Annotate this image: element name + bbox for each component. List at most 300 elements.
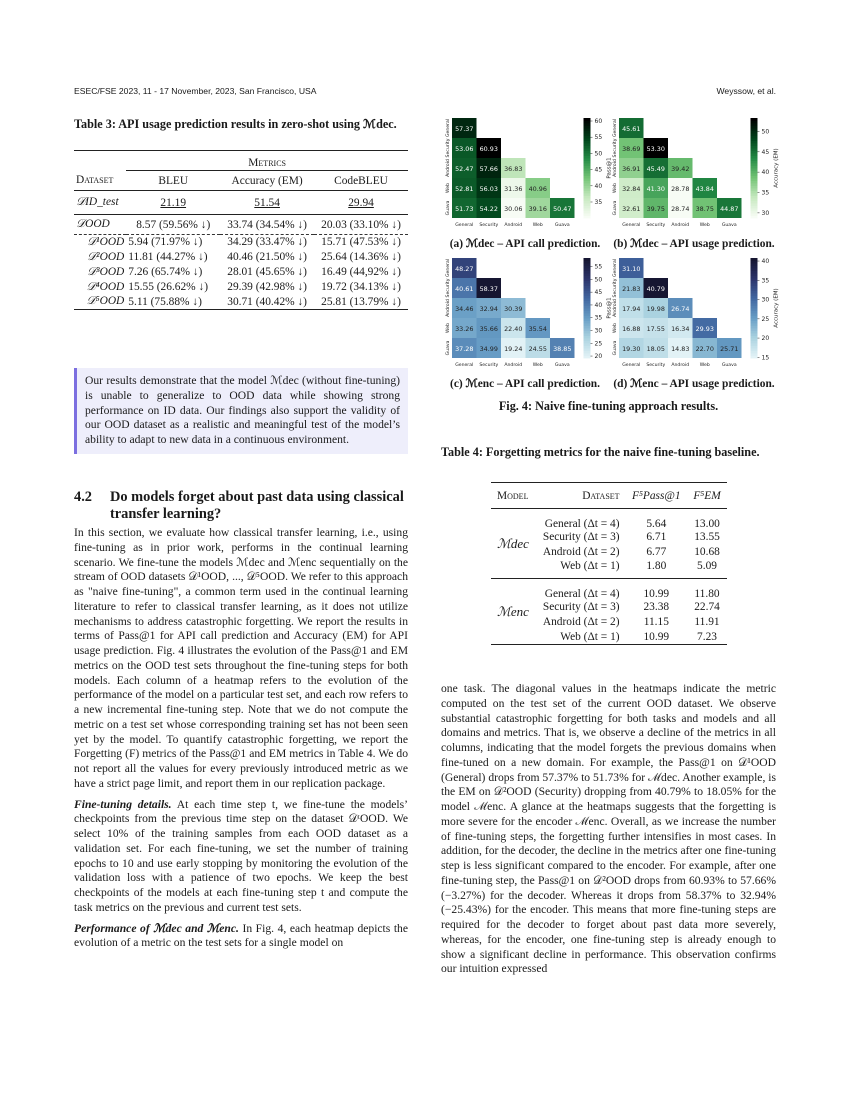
colorbar-segment	[584, 333, 591, 336]
right-column-text: one task. The diagonal values in the heatmaps indicate the metric computed on the test set of the current OOD dataset. We observe substantial catastrophic forgetting for both tasks and models and all domains and metrics. That is, we observe a decline of the metrics in all columns, indicating that the model forgets the previous domains when fine-tuned on a new domain. For example, the Pass@1 on 𝒟¹OOD (General) drops from 57.37% to 51.73% for ℳdec. Another example, is the EM on 𝒟²OOD (Security) dropping from 40.79% to 18.05% for the model ℳenc. A glance at the heatmaps suggests that the forgetting is more severe for the encoder ℳenc. Overall, as we increase the number of fine-tuning steps, the forgetting further intensifies in most cases. In addition, for the decoder, the decline in the metrics after one fine-tuning step is less significant compared to the encoder. For example, after one fine-tuning step, the Pass@1 on 𝒟²OOD drops from 60.93% to 57.66% (−3.27%) for the decoder. Whereas it drops from 58.37% to 32.94% (−25.43%) for the encoder. This means that more fine-tuning steps are required for the decoder to forget about past data more severely, whereas, for the encoder, one fine-tuning step is already enough to show a significant decline in performance. This observation confirms our intuition expressed	[441, 682, 776, 976]
heatmap-value: 19.24	[504, 345, 523, 353]
table3-col-accuracy: Accuracy (EM)	[231, 174, 303, 187]
colorbar-tick-label: 45	[594, 289, 603, 297]
heatmap-x-label: General	[455, 363, 474, 368]
colorbar-segment	[584, 148, 591, 151]
colorbar-tick-label: 50	[594, 276, 603, 284]
colorbar-segment	[584, 336, 591, 339]
heatmap-value: 21.83	[622, 285, 641, 293]
section-title: Do models forget about past data using classical transfer learning?	[110, 489, 404, 522]
colorbar-segment	[751, 211, 758, 214]
table4-cell: 1.80	[646, 559, 667, 572]
heatmap-x-label: General	[622, 363, 641, 368]
table4-cell: 11.80	[694, 587, 720, 600]
heatmap-x-label: General	[455, 223, 474, 228]
table4-cell: 10.99	[643, 587, 670, 600]
heatmap-value: 28.78	[671, 185, 690, 193]
heatmap-y-label: Android	[613, 159, 618, 177]
subcaption-b: (b) ℳdec – API usage prediction.	[613, 238, 775, 250]
heatmap-y-label: Security	[446, 278, 451, 298]
colorbar-segment	[584, 323, 591, 326]
colorbar-segment	[751, 266, 758, 269]
paragraph	[74, 798, 408, 916]
colorbar-segment	[584, 178, 591, 181]
colorbar-segment	[751, 338, 758, 341]
table3-cell: 𝒟³OOD	[87, 265, 125, 278]
colorbar-segment	[751, 328, 758, 331]
colorbar-segment	[751, 176, 758, 179]
colorbar-segment	[751, 128, 758, 131]
colorbar-tick-label: 60	[594, 118, 603, 126]
colorbar-segment	[751, 193, 758, 196]
heatmap-x-label: Web	[532, 363, 543, 368]
heatmap-value: 34.99	[479, 345, 498, 353]
colorbar-segment	[751, 261, 758, 264]
table4-row	[491, 509, 727, 530]
colorbar-segment	[751, 131, 758, 134]
table4-cell: Web (Δt = 1)	[560, 559, 620, 572]
table4-cell: 22.74	[694, 601, 720, 613]
colorbar-segment	[584, 281, 591, 284]
heatmap-value: 25.71	[720, 345, 739, 353]
colorbar-segment	[751, 146, 758, 149]
paragraph-body: At each time step t, we fine-tune the models’ checkpoints from the previous time step on the dataset 𝒟ᵗOOD. We select 10% of the training samples from each OOD dataset as a validation set. For each fine-tuning, we set the number of training epochs to 10 and use early stopping by monitoring the evolution of the validation loss with a patience of two epochs. We keep the best checkpoints of the models at each fine-tuning step t and compute the task metrics on the previous and current test sets.	[74, 797, 408, 914]
heatmap-value: 14.83	[671, 345, 690, 353]
colorbar-segment	[751, 343, 758, 346]
subcaption-d: (d) ℳenc – API usage prediction.	[613, 378, 775, 390]
heatmap-value: 48.27	[455, 265, 474, 273]
table4-col-dataset: Dataset	[582, 489, 620, 502]
colorbar-tick-label: 50	[594, 150, 603, 158]
colorbar-tick-label: 15	[761, 354, 770, 362]
colorbar-segment	[584, 338, 591, 341]
table4-cell: 13.55	[694, 531, 720, 543]
heatmap-x-label: Android	[671, 223, 690, 228]
colorbar-tick-label: 20	[761, 335, 770, 343]
colorbar-segment	[751, 308, 758, 311]
table3-cell: 21.19	[160, 196, 187, 209]
table4-cell: Security (Δt = 3)	[542, 601, 620, 613]
colorbar-segment	[751, 333, 758, 336]
colorbar-segment	[584, 158, 591, 161]
table4-cell: 7.23	[697, 630, 717, 643]
heatmap-value: 40.61	[455, 285, 474, 293]
heatmap-y-label: Android	[446, 299, 451, 317]
colorbar-segment	[751, 153, 758, 156]
heatmap-value: 30.06	[504, 205, 523, 213]
table3-caption: Table 3: API usage prediction results in zero-shot using ℳdec.	[74, 117, 397, 131]
heatmap-y-label: Security	[613, 278, 618, 298]
heatmap-y-label: General	[446, 118, 451, 138]
heatmap-value: 52.47	[455, 165, 474, 173]
heatmap-y-label: General	[446, 258, 451, 278]
heatmap-x-label: Web	[699, 223, 710, 228]
colorbar-tick-label: 35	[594, 198, 603, 206]
figure-4-heatmaps	[430, 108, 790, 398]
colorbar-tick-label: 30	[761, 296, 770, 304]
heatmap-value: 32.61	[622, 205, 641, 213]
colorbar-segment	[584, 306, 591, 309]
colorbar-segment	[584, 286, 591, 289]
colorbar-segment	[584, 153, 591, 156]
table4-cell: 10.68	[694, 546, 720, 558]
colorbar-segment	[751, 298, 758, 301]
colorbar-tick-label: 40	[594, 301, 603, 309]
colorbar-segment	[584, 278, 591, 281]
colorbar-segment	[751, 288, 758, 291]
table3-row	[74, 235, 408, 250]
colorbar-segment	[751, 296, 758, 299]
table3-cell: 15.71 (47.53% ↓)	[321, 236, 401, 249]
colorbar-segment	[751, 136, 758, 139]
colorbar-segment	[584, 171, 591, 174]
colorbar-segment	[751, 336, 758, 339]
subcaption-c: (c) ℳenc – API call prediction.	[450, 378, 600, 390]
colorbar-segment	[584, 203, 591, 206]
colorbar-segment	[584, 353, 591, 356]
colorbar-segment	[751, 268, 758, 271]
colorbar-segment	[584, 266, 591, 269]
colorbar-label: Pass@1	[606, 297, 613, 319]
colorbar-segment	[751, 138, 758, 141]
colorbar-segment	[584, 258, 591, 261]
colorbar-segment	[584, 291, 591, 294]
colorbar-segment	[584, 273, 591, 276]
colorbar-segment	[584, 161, 591, 164]
subcaption-a: (a) ℳdec – API call prediction.	[449, 238, 601, 250]
colorbar-segment	[751, 311, 758, 314]
colorbar-segment	[751, 206, 758, 209]
table3-cell: 20.03 (33.10% ↓)	[321, 218, 401, 231]
heatmap-y-label: Web	[446, 322, 451, 334]
table3-cell: 51.54	[254, 196, 280, 209]
colorbar-tick-label: 25	[594, 340, 603, 348]
colorbar-segment	[751, 286, 758, 289]
colorbar-segment	[584, 188, 591, 191]
colorbar-segment	[584, 271, 591, 274]
table3-cell: 16.49 (44,92% ↓)	[321, 266, 401, 278]
colorbar-segment	[584, 298, 591, 301]
colorbar-segment	[584, 123, 591, 126]
colorbar-segment	[584, 321, 591, 324]
table3-cell: 30.71 (40.42% ↓)	[227, 295, 307, 308]
colorbar-segment	[584, 121, 591, 124]
colorbar-segment	[584, 313, 591, 316]
table3-cell: 19.72 (34.13% ↓)	[321, 281, 401, 293]
colorbar-segment	[584, 213, 591, 216]
heatmap-y-label: Guava	[613, 340, 618, 356]
table3-cell: 29.94	[348, 196, 374, 209]
colorbar-segment	[751, 258, 758, 261]
colorbar-segment	[584, 356, 591, 359]
colorbar-segment	[584, 211, 591, 214]
heatmap-value: 54.22	[479, 205, 498, 213]
colorbar-segment	[584, 163, 591, 166]
heatmap-value: 33.26	[455, 325, 474, 333]
table4-cell: 6.77	[646, 546, 667, 558]
table3-row	[74, 250, 408, 265]
colorbar-segment	[584, 331, 591, 334]
heatmap-value: 36.83	[504, 165, 523, 173]
heatmap-value: 57.66	[479, 165, 498, 173]
colorbar-segment	[751, 213, 758, 216]
heatmap-value: 30.39	[504, 305, 523, 313]
colorbar-segment	[584, 303, 591, 306]
colorbar-segment	[751, 148, 758, 151]
heatmap-value: 24.55	[528, 345, 547, 353]
paragraph-body: In Fig. 4, each heatmap depicts the evolution of a metric on the test sets for a single model on	[74, 921, 409, 950]
heatmap-x-label: Android	[504, 223, 523, 228]
table3-cell: 28.01 (45.65% ↓)	[227, 266, 307, 278]
table4-cell: 13.00	[694, 517, 720, 530]
colorbar-segment	[584, 146, 591, 149]
colorbar-segment	[584, 198, 591, 201]
colorbar-tick-label: 40	[761, 258, 770, 266]
heatmap-value: 19.98	[646, 305, 665, 313]
colorbar-segment	[584, 263, 591, 266]
colorbar-segment	[751, 331, 758, 334]
table4-cell: 11.91	[694, 616, 720, 628]
colorbar-segment	[751, 203, 758, 206]
table4-cell: 23.38	[643, 601, 670, 613]
table4-cell: 10.99	[643, 630, 670, 643]
heatmap-value: 26.74	[671, 305, 690, 313]
table3-col-codebleu: CodeBLEU	[334, 174, 388, 187]
heatmap-value: 53.06	[455, 145, 474, 153]
colorbar-segment	[584, 186, 591, 189]
colorbar-segment	[584, 283, 591, 286]
heatmap-x-label: Security	[479, 363, 499, 368]
heatmap-x-label: Web	[532, 223, 543, 228]
colorbar-segment	[751, 271, 758, 274]
heatmap-value: 39.16	[528, 205, 547, 213]
heatmap-value: 37.28	[455, 345, 474, 353]
paragraph-lead: Performance of ℳdec and ℳenc.	[74, 921, 239, 935]
heatmap-value: 29.93	[695, 325, 714, 333]
table3-cell: 40.46 (21.50% ↓)	[227, 251, 307, 263]
colorbar-segment	[584, 348, 591, 351]
colorbar-segment	[584, 128, 591, 131]
table3-cell: 𝒟ID_test	[76, 196, 119, 208]
table3-col-dataset: Dataset	[76, 174, 114, 187]
table4-cell: 5.64	[646, 517, 667, 530]
colorbar-segment	[584, 208, 591, 211]
table3-col-bleu: BLEU	[158, 174, 189, 187]
table4-col-fpass: F⁵Pass@1	[631, 489, 681, 502]
colorbar-tick-label: 30	[594, 327, 603, 335]
table3-cell: 5.11 (75.88% ↓)	[128, 295, 202, 308]
colorbar-tick-label: 35	[761, 277, 770, 285]
colorbar-segment	[584, 201, 591, 204]
colorbar-segment	[751, 353, 758, 356]
table3-cell: 𝒟⁵OOD	[86, 295, 125, 308]
table4-cell: General (Δt = 4)	[544, 517, 620, 530]
colorbar-segment	[584, 351, 591, 354]
colorbar-segment	[584, 136, 591, 139]
colorbar-tick-label: 50	[761, 128, 770, 136]
colorbar-label: Accuracy (EM)	[773, 148, 780, 188]
table4-caption: Table 4: Forgetting metrics for the naive fine-tuning baseline.	[441, 445, 760, 459]
colorbar-segment	[584, 156, 591, 159]
section-heading	[74, 489, 408, 523]
table3-cell: 25.81 (13.79% ↓)	[321, 295, 401, 308]
colorbar-segment	[751, 168, 758, 171]
colorbar-segment	[751, 143, 758, 146]
colorbar-segment	[584, 308, 591, 311]
table3-row-id	[74, 191, 408, 215]
heatmap-value: 45.49	[646, 165, 665, 173]
table4-col-model: Model	[497, 489, 529, 502]
colorbar-segment	[751, 216, 758, 219]
colorbar-segment	[584, 151, 591, 154]
colorbar-segment	[751, 318, 758, 321]
colorbar-segment	[584, 293, 591, 296]
heatmap-y-label: Web	[446, 182, 451, 194]
heatmap-value: 17.94	[622, 305, 641, 313]
colorbar-segment	[584, 126, 591, 129]
running-header-right: Weyssow, et al.	[716, 86, 776, 96]
table4-model: ℳenc	[497, 603, 529, 619]
heatmap-x-label: Security	[646, 223, 666, 228]
heatmap-x-label: General	[622, 223, 641, 228]
colorbar-segment	[584, 216, 591, 219]
heatmap-y-label: Security	[613, 138, 618, 158]
heatmap-x-label: Guava	[721, 363, 737, 368]
table3-row	[74, 295, 408, 310]
table3-group-header: Metrics	[126, 151, 408, 171]
colorbar-segment	[751, 191, 758, 194]
table3-cell: 33.74 (34.54% ↓)	[227, 218, 307, 231]
colorbar-segment	[751, 198, 758, 201]
colorbar-segment	[751, 356, 758, 359]
colorbar-segment	[751, 183, 758, 186]
colorbar-segment	[751, 321, 758, 324]
heatmap-y-label: Security	[446, 138, 451, 158]
heatmap-value: 57.37	[455, 125, 474, 133]
heatmap-value: 44.87	[720, 205, 739, 213]
heatmap-x-label: Security	[646, 363, 666, 368]
table4-cell: Android (Δt = 2)	[542, 616, 620, 628]
heatmap-value: 16.34	[671, 325, 690, 333]
colorbar-tick-label: 20	[594, 353, 603, 361]
colorbar-segment	[751, 316, 758, 319]
colorbar-segment	[751, 166, 758, 169]
heatmap-value: 31.36	[504, 185, 523, 193]
table3-row	[74, 265, 408, 280]
heatmap-value: 41.30	[646, 185, 665, 193]
figure-4-caption: Fig. 4: Naive fine-tuning approach results.	[498, 399, 719, 413]
colorbar-segment	[751, 276, 758, 279]
heatmap-value: 31.10	[622, 265, 641, 273]
heatmap-value: 45.61	[622, 125, 641, 133]
heatmap-value: 39.75	[646, 205, 665, 213]
table4	[491, 482, 727, 645]
table4-cell: General (Δt = 4)	[544, 587, 620, 600]
table3-cell: 29.39 (42.98% ↓)	[227, 281, 307, 293]
colorbar-segment	[584, 318, 591, 321]
colorbar-segment	[751, 283, 758, 286]
heatmap-y-label: General	[613, 258, 618, 278]
colorbar-segment	[751, 188, 758, 191]
colorbar-segment	[751, 181, 758, 184]
colorbar-segment	[751, 348, 758, 351]
heatmap-x-label: Guava	[554, 223, 570, 228]
colorbar-segment	[584, 206, 591, 209]
colorbar-segment	[751, 341, 758, 344]
table3-cell: 5.94 (71.97% ↓)	[128, 236, 203, 249]
colorbar-tick-label: 45	[594, 166, 603, 174]
colorbar-tick-label: 30	[761, 209, 770, 217]
table3-cell: 𝒟²OOD	[87, 250, 125, 263]
colorbar-tick-label: 40	[761, 169, 770, 177]
section-number: 4.2	[74, 489, 92, 505]
colorbar-segment	[751, 301, 758, 304]
heatmap-x-label: Guava	[721, 223, 737, 228]
colorbar-segment	[751, 303, 758, 306]
colorbar-segment	[751, 326, 758, 329]
colorbar-segment	[584, 301, 591, 304]
heatmap-value: 35.66	[479, 325, 498, 333]
colorbar-segment	[584, 191, 591, 194]
colorbar-segment	[751, 293, 758, 296]
colorbar-segment	[751, 141, 758, 144]
colorbar-segment	[584, 196, 591, 199]
table3-cell: 𝒟¹OOD	[87, 235, 125, 248]
table3-cell: 34.29 (33.47% ↓)	[227, 236, 307, 249]
table3-cell: 𝒟⁴OOD	[86, 280, 125, 293]
colorbar-segment	[751, 163, 758, 166]
colorbar-segment	[751, 273, 758, 276]
paragraph: In this section, we evaluate how classical transfer learning, i.e., using fine-tuning as in prior work, performs in the continual learning scenario. We fine-tune the models ℳdec and ℳenc sequentially on the stream of OOD datasets 𝒟¹OOD, ..., 𝒟⁵OOD. We refer to this approach as "naive fine-tuning", a common term used in the continual learning literature to refer to classical transfer learning, as it does not utilize mechanisms to address catastrophic forgetting. We report the results in terms of Pass@1 for API call prediction and Accuracy (EM) for API usage prediction. Fig. 4 illustrates the evolution of the Pass@1 and EM metrics on the OOD test sets throughout the fine-tuning steps for both models. Each column of a heatmap refers to the evolution of the performance of the model on a particular test set, and each row refers to a new incremental fine-tuning step. Note that we do not compute the metric on a test set whose corresponding training set has not been seen yet by the model. To quantify catastrophic forgetting, we report the Forgetting (F) metrics of the Pass@1 and EM metrics in Table 4. We do not report all the values for every previously introduced metric as we have a strict page limit, and report them in our replication package.	[74, 526, 408, 790]
colorbar-segment	[584, 288, 591, 291]
table3-cell: 25.64 (14.36% ↓)	[321, 251, 401, 263]
colorbar-segment	[584, 143, 591, 146]
heatmap-value: 16.88	[622, 325, 641, 333]
colorbar-tick-label: 45	[761, 148, 770, 156]
colorbar-segment	[584, 168, 591, 171]
heatmap-x-label: Web	[699, 363, 710, 368]
colorbar-segment	[584, 138, 591, 141]
colorbar-segment	[751, 158, 758, 161]
table3-cell: 7.26 (65.74% ↓)	[128, 266, 203, 278]
heatmap-value: 38.75	[695, 205, 714, 213]
colorbar-segment	[584, 276, 591, 279]
heatmap-y-label: Guava	[446, 340, 451, 356]
colorbar-segment	[584, 268, 591, 271]
heatmap-value: 51.73	[455, 205, 474, 213]
colorbar-tick-label: 25	[761, 315, 770, 323]
colorbar-segment	[584, 316, 591, 319]
colorbar-segment	[584, 311, 591, 314]
colorbar-segment	[751, 118, 758, 121]
heatmap-value: 53.30	[646, 145, 665, 153]
colorbar-segment	[584, 343, 591, 346]
colorbar-segment	[751, 173, 758, 176]
heatmap-value: 52.81	[455, 185, 474, 193]
heatmap-y-label: Web	[613, 182, 618, 194]
heatmap-value: 40.79	[646, 285, 665, 293]
colorbar-segment	[584, 328, 591, 331]
table4-cell: 11.15	[643, 616, 669, 628]
colorbar-segment	[584, 173, 591, 176]
heatmap-value: 18.05	[646, 345, 665, 353]
heatmap-value: 19.30	[622, 345, 641, 353]
colorbar-segment	[751, 178, 758, 181]
heatmap-value: 28.74	[671, 205, 690, 213]
colorbar-segment	[751, 291, 758, 294]
colorbar-segment	[751, 161, 758, 164]
colorbar-label: Pass@1	[606, 157, 613, 179]
